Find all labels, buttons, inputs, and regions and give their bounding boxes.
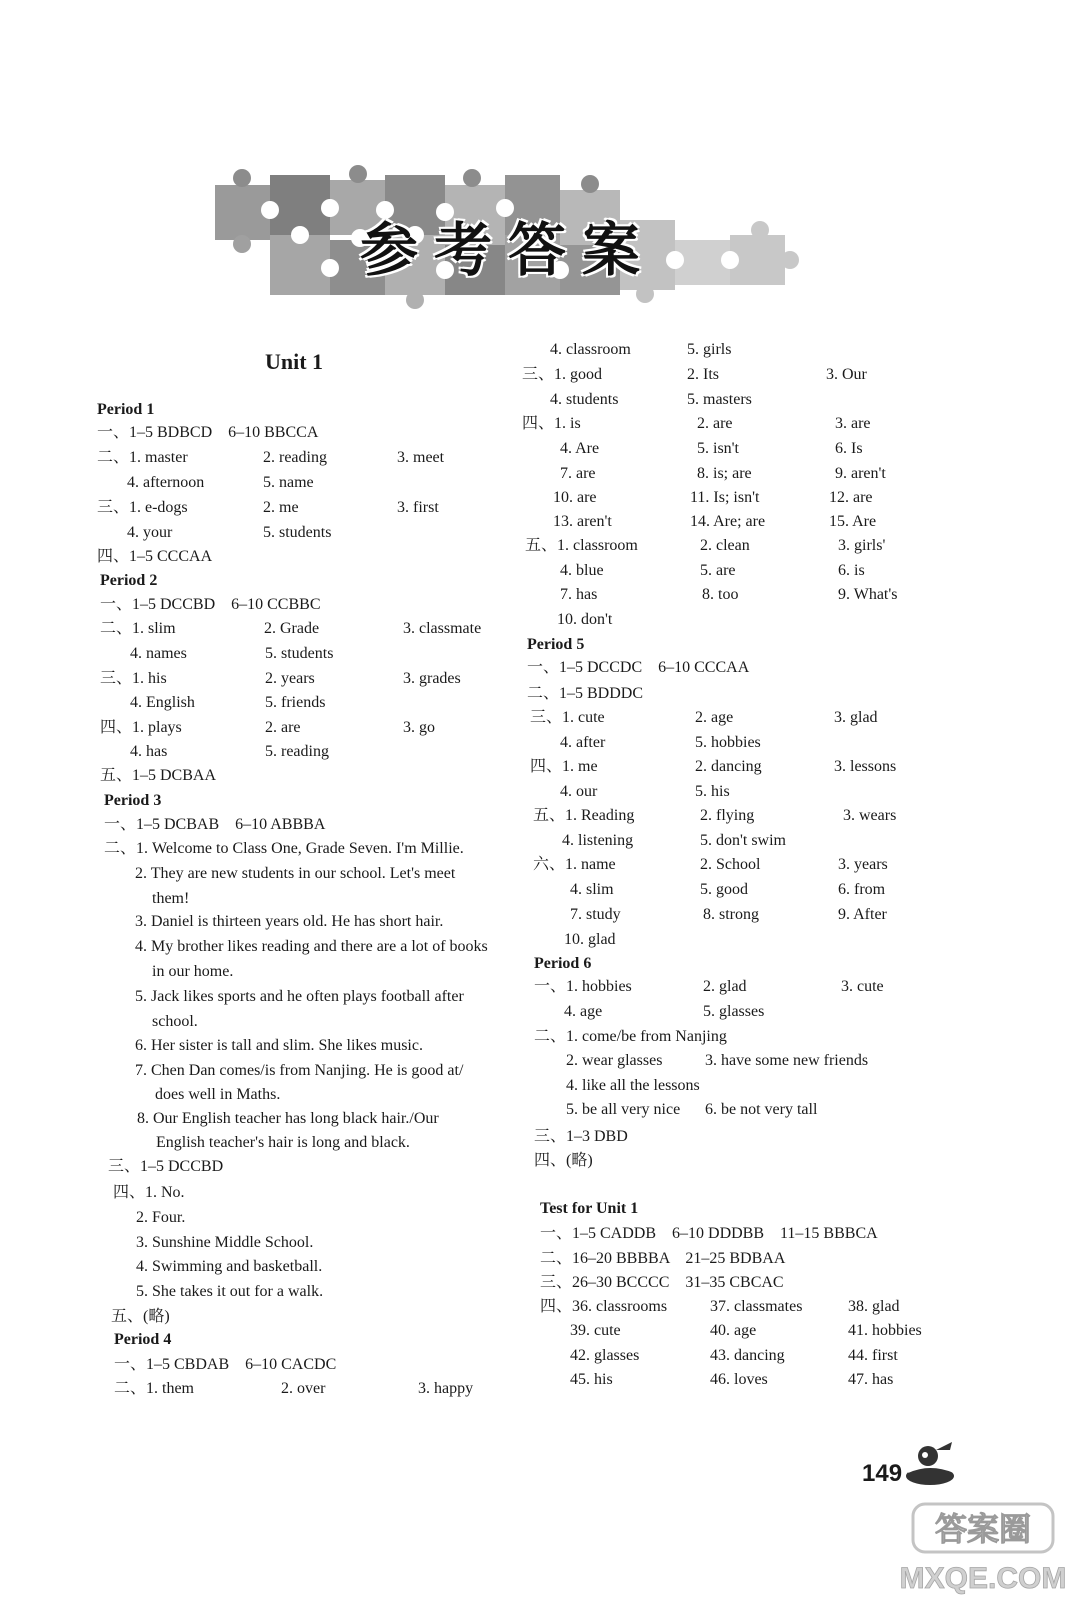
- answer-text: 3. Daniel is thirteen years old. He has short hair.: [135, 913, 444, 930]
- answer-text: 13. aren't: [553, 513, 612, 530]
- answer-text: 五、1. classroom: [525, 537, 638, 554]
- answer-text: 一、1–5 CBDAB 6–10 CACDC: [114, 1356, 337, 1373]
- answer-text: 3. happy: [418, 1380, 474, 1397]
- answer-text: English teacher's hair is long and black.: [156, 1134, 410, 1151]
- answer-text: 2. me: [263, 499, 299, 516]
- answer-text: 4. slim: [570, 881, 614, 898]
- answer-text: 5. good: [700, 881, 748, 898]
- answer-text: 44. first: [848, 1347, 898, 1364]
- answer-text: 4. names: [130, 645, 187, 662]
- period-heading: Period 3: [104, 792, 162, 809]
- answer-text: 5. hobbies: [695, 734, 761, 751]
- answer-text: does well in Maths.: [155, 1086, 281, 1103]
- answer-text: 6. Her sister is tall and slim. She likes music.: [135, 1037, 423, 1054]
- answer-text: 四、1. No.: [113, 1184, 185, 1201]
- answer-text: 一、1–5 DCCDC 6–10 CCCAA: [527, 659, 750, 676]
- answer-text: 二、1. Welcome to Class One, Grade Seven. I'm Millie.: [104, 840, 464, 857]
- answer-text: 3. cute: [841, 978, 884, 995]
- watermark-text: MXQE.COM: [899, 1562, 1067, 1595]
- answer-text: 一、1. hobbies: [534, 978, 632, 995]
- answer-text: 7. are: [560, 465, 596, 482]
- answer-text: 3. years: [838, 856, 888, 873]
- answer-text: 二、16–20 BBBBA 21–25 BDBAA: [540, 1250, 786, 1267]
- answer-text: 8. Our English teacher has long black hair./Our: [137, 1110, 439, 1127]
- answer-text: 3. go: [403, 719, 435, 736]
- answer-text: 45. his: [570, 1371, 613, 1388]
- answer-text: 5. glasses: [703, 1003, 765, 1020]
- answer-text: 4. students: [550, 391, 619, 408]
- answer-text: 2. Grade: [264, 620, 320, 637]
- answer-text: 五、(略): [111, 1308, 170, 1325]
- answer-text: 2. School: [700, 856, 761, 873]
- answer-text: 3. classmate: [403, 620, 482, 637]
- answer-text: them!: [152, 890, 190, 907]
- answer-text: 一、1–5 CADDB 6–10 DDDBB 11–15 BBBCA: [540, 1225, 878, 1242]
- answer-text: 三、26–30 BCCCC 31–35 CBCAC: [540, 1274, 784, 1291]
- answer-text: 4. listening: [562, 832, 634, 849]
- answer-text: 4. Swimming and basketball.: [136, 1258, 323, 1275]
- answer-text: 4. age: [564, 1003, 603, 1020]
- answer-text: 11. Is; isn't: [690, 489, 760, 506]
- answer-text: 五、1–5 DCBAA: [100, 767, 217, 784]
- answer-text: 3. have some new friends: [705, 1052, 869, 1069]
- answer-text: 12. are: [829, 489, 873, 506]
- answer-text: 4. has: [130, 743, 168, 760]
- answer-text: 5. students: [265, 645, 334, 662]
- answer-text: 4. like all the lessons: [566, 1077, 700, 1094]
- answer-text: 4. blue: [560, 562, 604, 579]
- answer-text: 一、1–5 BDBCD 6–10 BBCCA: [97, 424, 319, 441]
- answer-text: 5. his: [695, 783, 730, 800]
- answer-text: 5. students: [263, 524, 332, 541]
- answer-text: 三、1–3 DBD: [534, 1128, 628, 1145]
- answer-text: 2. over: [281, 1380, 326, 1397]
- page-number: 149: [862, 1460, 903, 1487]
- answer-text: 4. classroom: [550, 341, 631, 358]
- answer-text: 3. Our: [826, 366, 867, 383]
- answer-text: 6. Is: [835, 440, 863, 457]
- answer-text: 5. masters: [687, 391, 752, 408]
- answer-text: 6. be not very tall: [705, 1101, 818, 1118]
- answer-text: 46. loves: [710, 1371, 768, 1388]
- answer-text: 2. age: [695, 709, 734, 726]
- answer-text: 2. reading: [263, 449, 327, 466]
- answer-text: 14. Are; are: [690, 513, 766, 530]
- answer-text: 6. from: [838, 881, 886, 898]
- answer-text: 3. glad: [834, 709, 878, 726]
- mascot-icon: [900, 1436, 960, 1488]
- answer-text: 10. glad: [564, 931, 616, 948]
- watermark-logo-chars: 答案圈: [934, 1510, 1032, 1548]
- answer-text: 4. afternoon: [127, 474, 205, 491]
- answer-text: 6. is: [838, 562, 865, 579]
- answer-text: 5. be all very nice: [566, 1101, 681, 1118]
- answer-text: 5. Jack likes sports and he often plays football after: [135, 988, 464, 1005]
- answer-text: 2. flying: [700, 807, 755, 824]
- answer-text: 3. first: [397, 499, 439, 516]
- answer-text: 二、1. come/be from Nanjing: [534, 1028, 727, 1045]
- answer-text: 3. grades: [403, 670, 461, 687]
- answer-text: 8. strong: [703, 906, 759, 923]
- answer-text: in our home.: [152, 963, 234, 980]
- answer-text: 三、1. cute: [530, 709, 605, 726]
- answer-text: 一、1–5 DCBAB 6–10 ABBBA: [104, 816, 326, 833]
- answer-text: 4. our: [560, 783, 598, 800]
- answer-text: 37. classmates: [710, 1298, 803, 1315]
- answer-text: 2. They are new students in our school. Let's meet: [135, 865, 456, 882]
- answer-text: 5. name: [263, 474, 314, 491]
- answer-text: 四、1. is: [522, 415, 581, 432]
- answer-text: 9. What's: [838, 586, 898, 603]
- answer-text: 三、1. e-dogs: [97, 499, 188, 516]
- unit-heading: Unit 1: [265, 349, 324, 374]
- answer-text: 二、1–5 BDDDC: [527, 685, 644, 702]
- page-title: 参考答案: [360, 216, 657, 284]
- answer-text: 4. your: [127, 524, 173, 541]
- period-heading: Period 6: [534, 955, 592, 972]
- answer-text: 5. are: [700, 562, 736, 579]
- answer-text: 二、1. them: [114, 1380, 194, 1397]
- answer-text: 2. years: [265, 670, 315, 687]
- answer-text: 二、1. master: [97, 449, 188, 466]
- answer-text: 9. aren't: [835, 465, 886, 482]
- answer-text: 四、(略): [534, 1152, 593, 1169]
- answer-text: 一、1–5 DCCBD 6–10 CCBBC: [100, 596, 321, 613]
- answer-text: school.: [152, 1013, 198, 1030]
- answer-text: 42. glasses: [570, 1347, 640, 1364]
- answer-text: 2. clean: [700, 537, 750, 554]
- watermark-logo: [893, 1496, 1073, 1596]
- answer-text: 41. hobbies: [848, 1322, 922, 1339]
- answer-text: 5. girls: [687, 341, 732, 358]
- answer-text: 7. has: [560, 586, 598, 603]
- answer-text: 4. English: [130, 694, 195, 711]
- answer-text: 三、1. good: [522, 366, 603, 383]
- answer-text: 2. dancing: [695, 758, 762, 775]
- answer-text: 4. after: [560, 734, 606, 751]
- period-heading: Test for Unit 1: [540, 1200, 639, 1217]
- answer-text: 2. are: [697, 415, 733, 432]
- period-heading: Period 4: [114, 1331, 172, 1348]
- answer-text: 8. is; are: [697, 465, 752, 482]
- answer-text: 5. reading: [265, 743, 329, 760]
- answer-text: 3. are: [835, 415, 871, 432]
- answer-text: 二、1. slim: [100, 620, 176, 637]
- answer-text: 2. Four.: [136, 1209, 186, 1226]
- answer-text: 10. are: [553, 489, 597, 506]
- answer-text: 5. She takes it out for a walk.: [136, 1283, 324, 1300]
- answer-text: 47. has: [848, 1371, 894, 1388]
- answer-text: 5. don't swim: [700, 832, 786, 849]
- answer-text: 3. Sunshine Middle School.: [136, 1234, 314, 1251]
- answer-text: 8. too: [702, 586, 739, 603]
- answer-text: 三、1–5 DCCBD: [108, 1158, 224, 1175]
- answer-text: 43. dancing: [710, 1347, 785, 1364]
- answer-text: 38. glad: [848, 1298, 900, 1315]
- answer-text: 四、36. classrooms: [540, 1298, 668, 1315]
- answer-text: 2. wear glasses: [566, 1052, 663, 1069]
- answer-text: 39. cute: [570, 1322, 621, 1339]
- answer-text: 三、1. his: [100, 670, 167, 687]
- answer-text: 7. study: [570, 906, 621, 923]
- answer-text: 2. Its: [687, 366, 719, 383]
- period-heading: Period 5: [527, 636, 585, 653]
- answer-text: 五、1. Reading: [533, 807, 635, 824]
- period-heading: Period 1: [97, 401, 155, 418]
- answer-text: 10. don't: [557, 611, 613, 628]
- answer-text: 四、1–5 CCCAA: [97, 548, 213, 565]
- answer-text: 四、1. me: [530, 758, 598, 775]
- answer-text: 四、1. plays: [100, 719, 182, 736]
- answer-text: 4. Are: [560, 440, 600, 457]
- answer-text: 2. glad: [703, 978, 747, 995]
- period-heading: Period 2: [100, 572, 158, 589]
- answer-text: 2. are: [265, 719, 301, 736]
- answer-text: 40. age: [710, 1322, 757, 1339]
- answer-text: 3. lessons: [834, 758, 897, 775]
- answer-text: 六、1. name: [533, 856, 616, 873]
- answer-text: 4. My brother likes reading and there are a lot of books: [135, 938, 488, 955]
- answer-text: 5. friends: [265, 694, 326, 711]
- answer-text: 3. wears: [843, 807, 897, 824]
- answer-text: 3. meet: [397, 449, 445, 466]
- answer-text: 15. Are: [829, 513, 877, 530]
- answer-text: 3. girls': [838, 537, 886, 554]
- answer-text: 7. Chen Dan comes/is from Nanjing. He is good at/: [135, 1062, 464, 1079]
- answer-text: 5. isn't: [697, 440, 739, 457]
- answer-text: 9. After: [838, 906, 887, 923]
